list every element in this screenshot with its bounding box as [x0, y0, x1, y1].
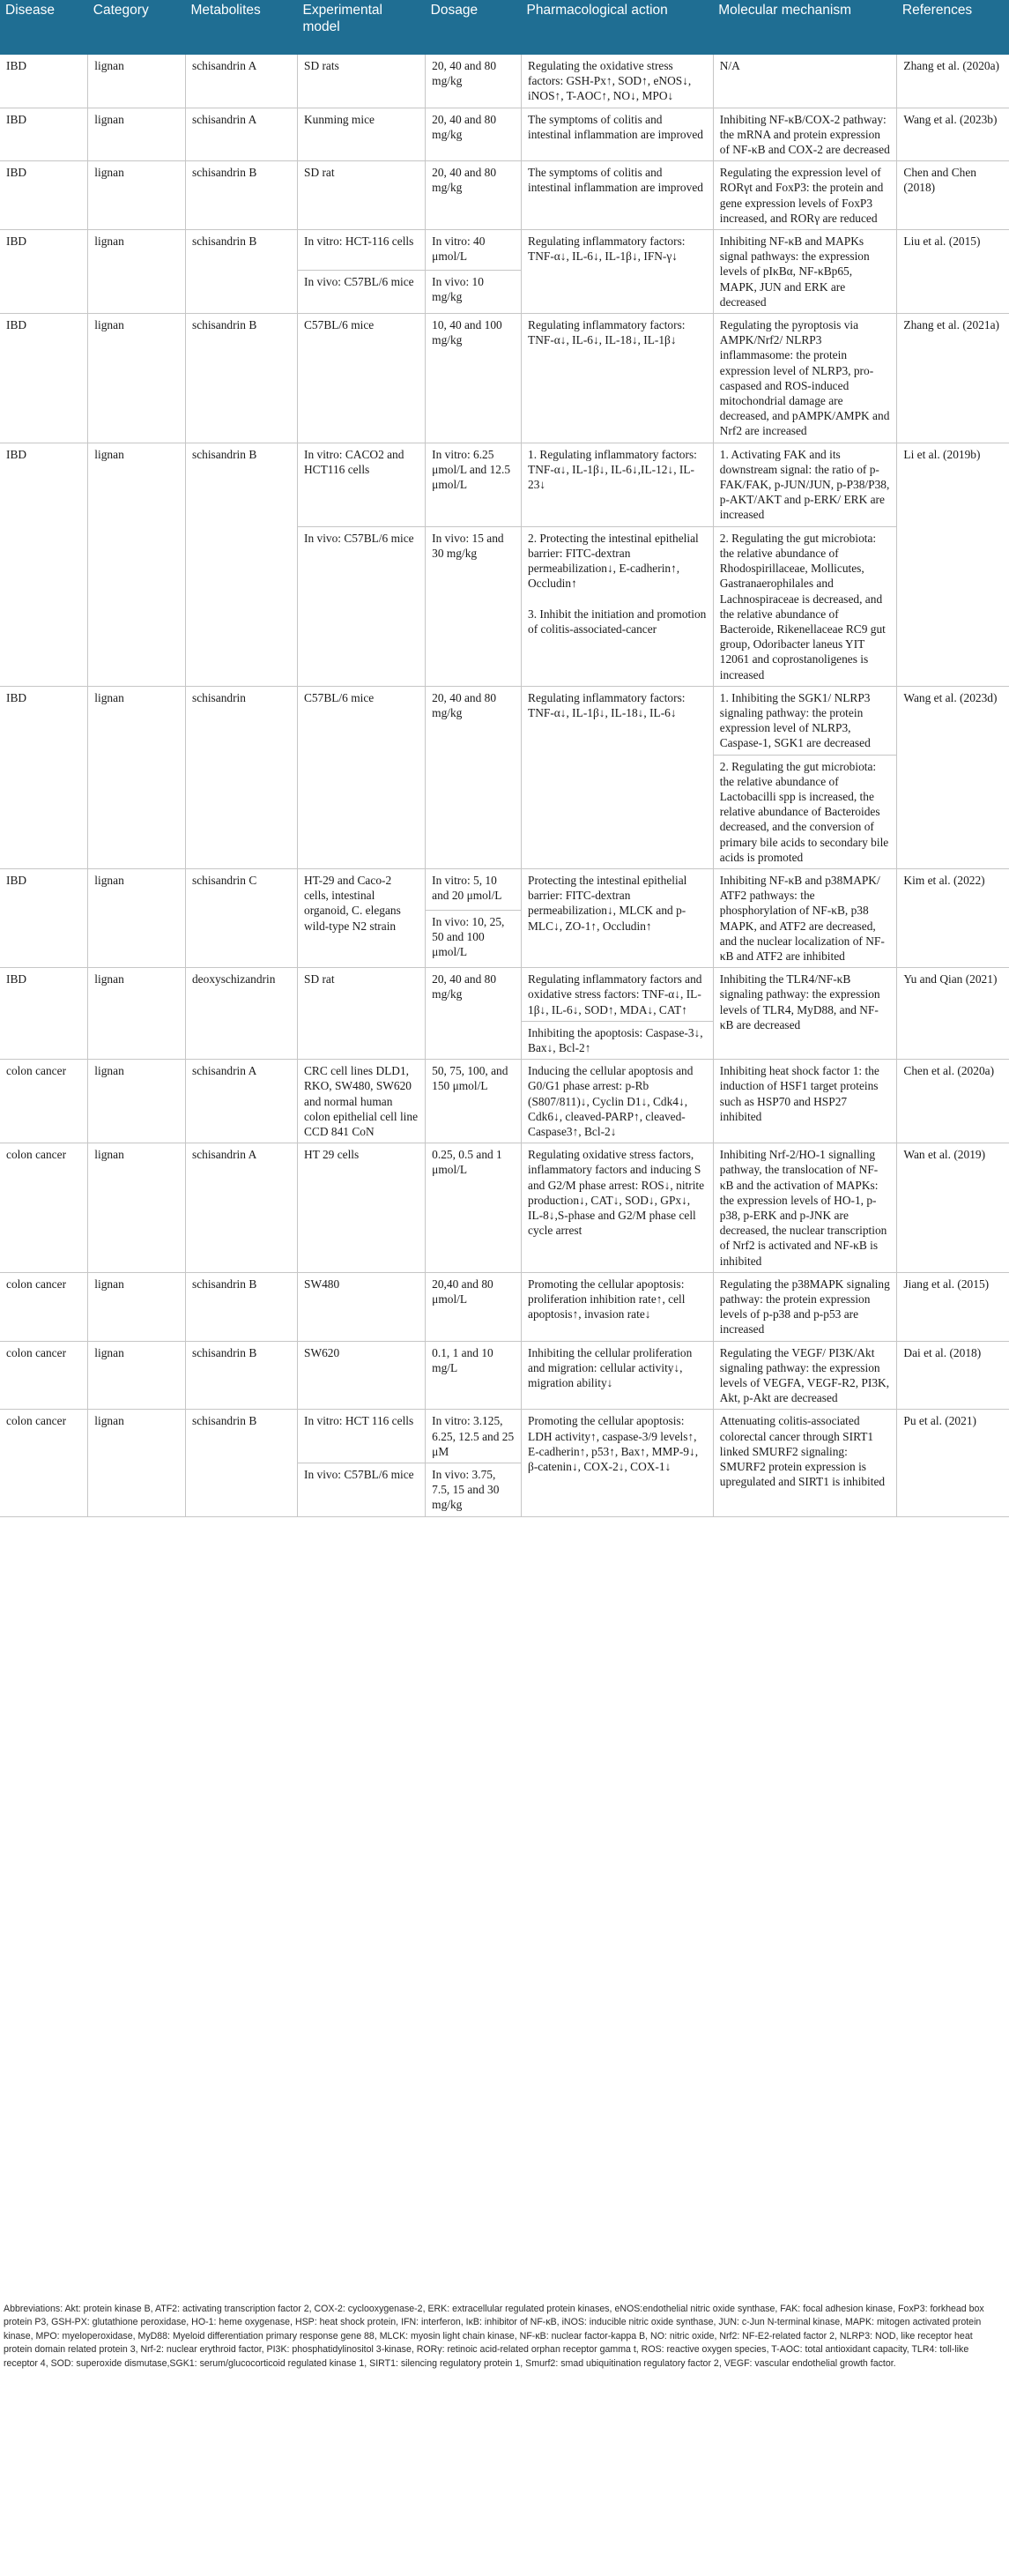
cell-mechanism: 2. Regulating the gut microbiota: the relative abundance of Rhodospirillaceae, Mollicutes, Gastranaerophilales and Lachnospiraceae is decreased, and the relative abundance of Bacteroide, Rikenellaceae RC9 gut group, Odoribacter laneus YIT 12061 and coprostanoligenes is increased	[713, 526, 897, 686]
cell-disease: colon cancer	[0, 1272, 88, 1341]
table-row	[0, 1341, 1009, 1410]
table-row	[0, 968, 1009, 1022]
cell-action: The symptoms of colitis and intestinal inflammation are improved	[522, 161, 714, 230]
cell-disease: IBD	[0, 314, 88, 443]
cell-disease: IBD	[0, 868, 88, 967]
cell-dosage: 50, 75, 100, and 150 μmol/L	[426, 1060, 522, 1143]
header-dosage: Dosage	[426, 0, 522, 55]
cell-metabolites: schisandrin B	[185, 443, 297, 686]
table-row	[0, 1060, 1009, 1143]
cell-references: Pu et al. (2021)	[897, 1410, 1009, 1516]
cell-model: SW620	[298, 1341, 426, 1410]
cell-mechanism: Inhibiting the TLR4/NF-κB signaling pathway: the expression levels of TLR4, MyD88, and NF-κB are decreased	[713, 968, 897, 1060]
cell-references: Zhang et al. (2020a)	[897, 55, 1009, 108]
cell-category: lignan	[88, 1410, 186, 1516]
cell-action: 1. Regulating inflammatory factors: TNF-α↓, IL-1β↓, IL-6↓,IL-12↓, IL-23↓	[522, 443, 714, 526]
table-row	[0, 1143, 1009, 1273]
cell-metabolites: schisandrin B	[185, 1272, 297, 1341]
cell-disease: IBD	[0, 55, 88, 108]
cell-mechanism: Regulating the p38MAPK signaling pathway: the protein expression levels of p-p38 and p-p53 are increased	[713, 1272, 897, 1341]
cell-metabolites: schisandrin B	[185, 1341, 297, 1410]
cell-action: Regulating inflammatory factors: TNF-α↓, IL-6↓, IL-1β↓, IFN-γ↓	[522, 230, 714, 314]
cell-disease: IBD	[0, 443, 88, 686]
cell-action: Promoting the cellular apoptosis: LDH activity↑, caspase-3/9 levels↑, E-cadherin↑, p53↑, Bax↑, MMP-9↓, β-catenin↓, COX-2↓, COX-1↓	[522, 1410, 714, 1516]
cell-category: lignan	[88, 314, 186, 443]
header-pharmacological-action: Pharmacological action	[522, 0, 714, 55]
cell-disease: IBD	[0, 968, 88, 1060]
cell-dosage: In vitro: 6.25 μmol/L and 12.5 μmol/L	[426, 443, 522, 526]
cell-disease: colon cancer	[0, 1143, 88, 1273]
cell-action: Inhibiting the apoptosis: Caspase-3↓, Bax↓, Bcl-2↑	[522, 1021, 714, 1059]
cell-references: Yu and Qian (2021)	[897, 968, 1009, 1060]
table-row	[0, 1272, 1009, 1341]
cell-mechanism: Inhibiting NF-κB and MAPKs signal pathways: the expression levels of pIκBα, NF-κBp65, MAPK, JUN and ERK are decreased	[713, 230, 897, 314]
cell-dosage: In vitro: 5, 10 and 20 μmol/L	[426, 868, 522, 910]
cell-dosage: In vivo: 3.75, 7.5, 15 and 30 mg/kg	[426, 1463, 522, 1517]
cell-metabolites: schisandrin A	[185, 55, 297, 108]
cell-disease: colon cancer	[0, 1410, 88, 1516]
cell-action: Inhibiting the cellular proliferation and migration: cellular activity↓, migration ability↓	[522, 1341, 714, 1410]
table-row	[0, 230, 1009, 271]
cell-model: In vivo: C57BL/6 mice	[298, 526, 426, 686]
cell-model: In vitro: HCT 116 cells	[298, 1410, 426, 1463]
cell-category: lignan	[88, 1143, 186, 1273]
cell-mechanism: Inhibiting NF-κB/COX-2 pathway: the mRNA and protein expression of NF-κB and COX-2 are decreased	[713, 108, 897, 161]
action-point: 2. Protecting the intestinal epithelial barrier: FITC-dextran permeabilization↓, E-cadherin↑, Occludin↑	[528, 531, 699, 591]
cell-action: Promoting the cellular apoptosis: proliferation inhibition rate↑, cell apoptosis↑, invasion rate↓	[522, 1272, 714, 1341]
cell-action	[522, 526, 714, 686]
cell-mechanism: Regulating the pyroptosis via AMPK/Nrf2/ NLRP3 inflammasome: the protein expression level of NLRP3, pro-caspased and ROS-induced mitochondrial damage are decreased, and pAMPK/AMPK and Nrf2 are increased	[713, 314, 897, 443]
cell-model: C57BL/6 mice	[298, 314, 426, 443]
spacer	[528, 592, 707, 607]
cell-model: CRC cell lines DLD1, RKO, SW480, SW620 and normal human colon epithelial cell line CCD 841 CoN	[298, 1060, 426, 1143]
header-metabolites: Metabolites	[185, 0, 297, 55]
cell-references: Liu et al. (2015)	[897, 230, 1009, 314]
cell-category: lignan	[88, 868, 186, 967]
cell-category: lignan	[88, 108, 186, 161]
cell-mechanism: Inhibiting NF-κB and p38MAPK/ ATF2 pathways: the phosphorylation of NF-κB, p38 MAPK, and ATF2 are decreased, and the nuclear localization of NF-κB and ATF2 are inhibited	[713, 868, 897, 967]
cell-mechanism: 1. Activating FAK and its downstream signal: the ratio of p-FAK/FAK, p-JUN/JUN, p-P38/P38, p-AKT/AKT and p-ERK/ ERK are increased	[713, 443, 897, 526]
cell-model: C57BL/6 mice	[298, 686, 426, 868]
cell-mechanism: Attenuating colitis-associated colorectal cancer through SIRT1 linked SMURF2 signaling: SMURF2 protein expression is upregulated and SIRT1 is inhibited	[713, 1410, 897, 1516]
table-header-row	[0, 0, 1009, 55]
cell-mechanism: 1. Inhibiting the SGK1/ NLRP3 signaling pathway: the protein expression level of NLRP3, Caspase-1, SGK1 are decreased	[713, 686, 897, 755]
cell-category: lignan	[88, 161, 186, 230]
cell-category: lignan	[88, 230, 186, 314]
cell-model: In vivo: C57BL/6 mice	[298, 1463, 426, 1517]
cell-action: Protecting the intestinal epithelial barrier: FITC-dextran permeabilization↓, MLCK and p-MLC↓, ZO-1↑, Occludin↑	[522, 868, 714, 967]
cell-references: Chen et al. (2020a)	[897, 1060, 1009, 1143]
cell-references: Wan et al. (2019)	[897, 1143, 1009, 1273]
cell-mechanism: Inhibiting Nrf-2/HO-1 signalling pathway, the translocation of NF-κB and the activation of MAPKs: the expression levels of HO-1, p-p38, p-ERK and p-JNK are decreased, the nuclear transcription of Nrf2 is activated and NF-κB is inhibited	[713, 1143, 897, 1273]
cell-references: Zhang et al. (2021a)	[897, 314, 1009, 443]
cell-disease: colon cancer	[0, 1060, 88, 1143]
cell-metabolites: schisandrin A	[185, 1143, 297, 1273]
cell-dosage: 10, 40 and 100 mg/kg	[426, 314, 522, 443]
cell-model: SW480	[298, 1272, 426, 1341]
cell-disease: IBD	[0, 686, 88, 868]
cell-action: Regulating oxidative stress factors, inflammatory factors and inducing S and G2/M phase arrest: ROS↓, nitrite production↓, CAT↓, SOD↓, GPx↓, IL-8↓,S-phase and G2/M phase cell cycle arrest	[522, 1143, 714, 1273]
cell-dosage: In vitro: 40 μmol/L	[426, 230, 522, 271]
header-molecular-mechanism: Molecular mechanism	[713, 0, 897, 55]
cell-model: In vitro: CACO2 and HCT116 cells	[298, 443, 426, 526]
cell-dosage: 20, 40 and 80 mg/kg	[426, 55, 522, 108]
cell-action: Inducing the cellular apoptosis and G0/G1 phase arrest: p-Rb (S807/811)↓, Cyclin D1↓, Cdk4↓, Cdk6↓, cleaved-PARP↑, cleaved-Caspase3↑, Bcl-2↓	[522, 1060, 714, 1143]
cell-metabolites: schisandrin A	[185, 1060, 297, 1143]
cell-metabolites: schisandrin B	[185, 1410, 297, 1516]
cell-dosage: In vitro: 3.125, 6.25, 12.5 and 25 μM	[426, 1410, 522, 1463]
cell-metabolites: schisandrin B	[185, 230, 297, 314]
table-row	[0, 868, 1009, 910]
cell-dosage: 20, 40 and 80 mg/kg	[426, 968, 522, 1060]
table-row	[0, 443, 1009, 526]
cell-metabolites: deoxyschizandrin	[185, 968, 297, 1060]
cell-action: Regulating inflammatory factors and oxidative stress factors: TNF-α↓, IL-1β↓, IL-6↓, SOD↑, MDA↓, CAT↑	[522, 968, 714, 1022]
cell-metabolites: schisandrin	[185, 686, 297, 868]
cell-model: In vitro: HCT-116 cells	[298, 230, 426, 271]
cell-category: lignan	[88, 443, 186, 686]
cell-action: Regulating inflammatory factors: TNF-α↓, IL-1β↓, IL-18↓, IL-6↓	[522, 686, 714, 868]
cell-dosage: 20, 40 and 80 mg/kg	[426, 161, 522, 230]
cell-metabolites: schisandrin B	[185, 314, 297, 443]
cell-dosage: In vivo: 15 and 30 mg/kg	[426, 526, 522, 686]
cell-action: Regulating inflammatory factors: TNF-α↓, IL-6↓, IL-18↓, IL-1β↓	[522, 314, 714, 443]
cell-mechanism: Regulating the VEGF/ PI3K/Akt signaling pathway: the expression levels of VEGFA, VEGF-R2, PI3K, Akt, p-Akt are decreased	[713, 1341, 897, 1410]
table-row	[0, 55, 1009, 108]
cell-action: The symptoms of colitis and intestinal inflammation are improved	[522, 108, 714, 161]
cell-disease: IBD	[0, 161, 88, 230]
cell-mechanism: 2. Regulating the gut microbiota: the relative abundance of Lactobacilli spp is increased, the relative abundance of Bacteroides decreased, and the conversion of primary bile acids to secondary bile acids is promoted	[713, 755, 897, 868]
action-point: 3. Inhibit the initiation and promotion of colitis-associated-cancer	[528, 607, 707, 636]
abbreviations-footnote: Abbreviations: Akt: protein kinase B, ATF2: activating transcription factor 2, COX-2: cyclooxygenase-2, ERK: extracellular regulated protein kinases, eNOS:endothelial nitric oxide synthase, FAK: focal adhesion kinase, FoxP3: forkhead box protein P3, GSH-PX: glutathione peroxidase, HO-1: heme oxygenase, HSP: heat shock protein, IFN: interferon, IκB: inhibitor of NF-κB, iNOS: inducible nitric oxide synthase, JUN: c-Jun N-terminal kinase, MAPK: mitogen activated protein kinase, MPO: myeloperoxidase, MyD88: Myeloid differentiation primary response gene 88, MLCK: myosin light chain kinase, NF-κB: nuclear factor-kappa B, NO: nitric oxide, Nrf2: NF-E2-related factor 2, NLRP3: NOD, like receptor heat protein domain related protein 3, Nrf-2: nuclear erythroid factor, PI3K: phosphatidylinositol 3-kinase, RORγ: retinoic acid-related orphan receptor gamma t, ROS: reactive oxygen species, T-AOC: total antioxidant capacity, TLR4: toll-like receptor 4, SOD: superoxide dismutase,SGK1: serum/glucocorticoid regulated kinase 1, SIRT1: silencing regulatory protein 1, Smurf2: smad ubiquitination regulatory factor 2, VEGF: vascular endothelial growth factor.	[4, 2304, 984, 2369]
cell-disease: IBD	[0, 230, 88, 314]
cell-metabolites: schisandrin B	[185, 161, 297, 230]
header-references: References	[897, 0, 1009, 55]
cell-references: Chen and Chen (2018)	[897, 161, 1009, 230]
cell-model: SD rats	[298, 55, 426, 108]
cell-references: Jiang et al. (2015)	[897, 1272, 1009, 1341]
header-category: Category	[88, 0, 186, 55]
cell-references: Dai et al. (2018)	[897, 1341, 1009, 1410]
cell-model: HT-29 and Caco-2 cells, intestinal organoid, C. elegans wild-type N2 strain	[298, 868, 426, 967]
table-row	[0, 1410, 1009, 1463]
cell-references: Wang et al. (2023b)	[897, 108, 1009, 161]
cell-category: lignan	[88, 1341, 186, 1410]
cell-model: HT 29 cells	[298, 1143, 426, 1273]
cell-references: Li et al. (2019b)	[897, 443, 1009, 686]
table-row	[0, 161, 1009, 230]
cell-category: lignan	[88, 55, 186, 108]
cell-mechanism: N/A	[713, 55, 897, 108]
header-disease: Disease	[0, 0, 88, 55]
cell-dosage: 20, 40 and 80 mg/kg	[426, 108, 522, 161]
cell-category: lignan	[88, 1272, 186, 1341]
cell-dosage: 0.25, 0.5 and 1 μmol/L	[426, 1143, 522, 1273]
cell-dosage: In vivo: 10 mg/kg	[426, 271, 522, 314]
cell-mechanism: Regulating the expression level of RORγt and FoxP3: the protein and gene expression levels of FoxP3 increased, and RORγ are reduced	[713, 161, 897, 230]
cell-references: Wang et al. (2023d)	[897, 686, 1009, 868]
cell-model: SD rat	[298, 161, 426, 230]
cell-mechanism: Inhibiting heat shock factor 1: the induction of HSF1 target proteins such as HSP70 and HSP27 inhibited	[713, 1060, 897, 1143]
cell-dosage: 20,40 and 80 μmol/L	[426, 1272, 522, 1341]
cell-category: lignan	[88, 686, 186, 868]
cell-disease: IBD	[0, 108, 88, 161]
table-row	[0, 314, 1009, 443]
header-experimental-model: Experimental model	[298, 0, 426, 55]
cell-model: SD rat	[298, 968, 426, 1060]
cell-category: lignan	[88, 1060, 186, 1143]
table-row	[0, 108, 1009, 161]
table-row	[0, 686, 1009, 755]
cell-metabolites: schisandrin C	[185, 868, 297, 967]
cell-dosage: 20, 40 and 80 mg/kg	[426, 686, 522, 868]
cell-model: In vivo: C57BL/6 mice	[298, 271, 426, 314]
cell-dosage: In vivo: 10, 25, 50 and 100 μmol/L	[426, 910, 522, 967]
cell-disease: colon cancer	[0, 1341, 88, 1410]
cell-category: lignan	[88, 968, 186, 1060]
cell-metabolites: schisandrin A	[185, 108, 297, 161]
cell-action: Regulating the oxidative stress factors: GSH-Px↑, SOD↑, eNOS↓, iNOS↑, T-AOC↑, NO↓, MPO↓	[522, 55, 714, 108]
cell-references: Kim et al. (2022)	[897, 868, 1009, 967]
cell-dosage: 0.1, 1 and 10 mg/L	[426, 1341, 522, 1410]
cell-model: Kunming mice	[298, 108, 426, 161]
